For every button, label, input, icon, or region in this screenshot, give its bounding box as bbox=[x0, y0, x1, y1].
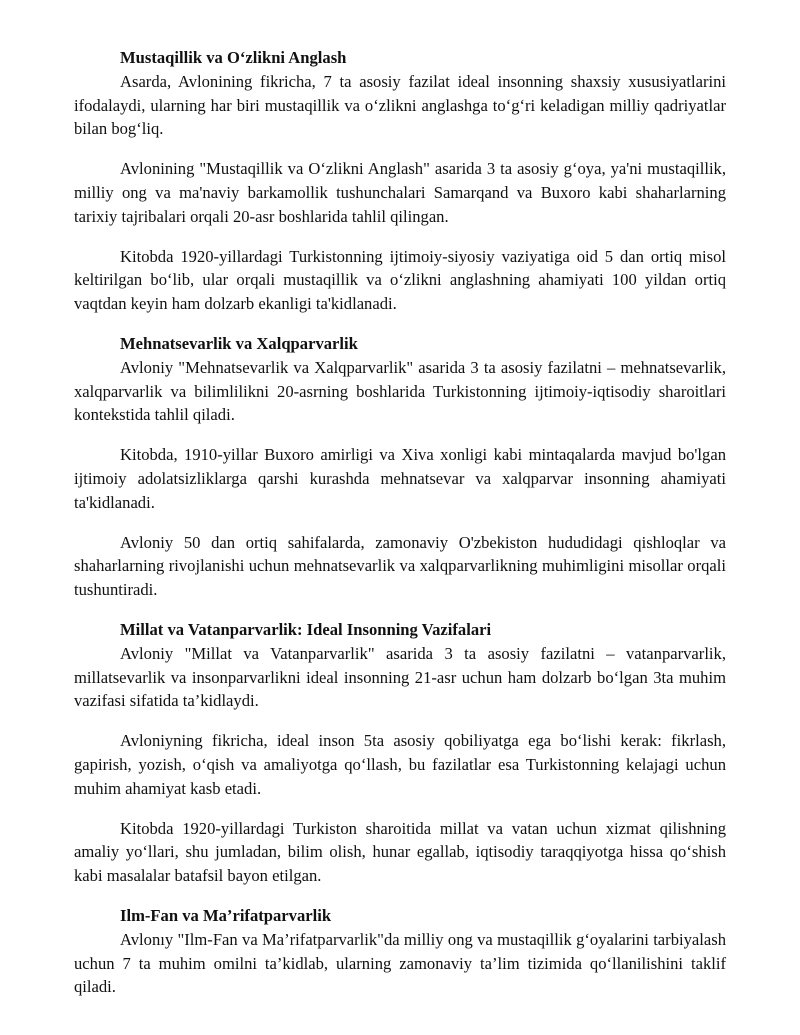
paragraph: Asarda, Avlonining fikricha, 7 ta asosiy fazilat ideal insonning shaxsiy xususiyatlarini ifodalaydi, ularning har biri mustaqillik va o‘zlikni anglashga to‘g‘ri keladigan milliy qadriyatlar bilan bog‘liq. bbox=[74, 71, 726, 139]
paragraph: Avloniy "Mehnatsevarlik va Xalqparvarlik" asarida 3 ta asosiy fazilatni – mehnatsevarlik, xalqparvarlik va bilimlilikni 20-asrning boshlarida Turkistonning ijtimoiy-iqtisodiy sharoitlari kontekstida tahlil qiladi. bbox=[74, 357, 726, 425]
paragraph: Kitobda, 1910-yillar Buxoro amirligi va Xiva xonligi kabi mintaqalarda mavjud bo'lgan ijtimoiy adolatsizliklarga qarshi kurashda mehnatsevar va xalqparvar insonning ahamiyati ta'kidlanadi. bbox=[74, 445, 726, 512]
paragraph-gap bbox=[74, 229, 726, 245]
paragraph-gap bbox=[74, 713, 726, 729]
section-heading: Mehnatsevarlik va Xalqparvarlik bbox=[120, 333, 358, 353]
paragraph: Avloniy 50 dan ortiq sahifalarda, zamonaviy O'zbekiston hududidagi qishloqlar va shaharlarning rivojlanishi uchun mehnatsevarlik va xalqparvarlikning muhimligini misollar orqali tushuntiradi. bbox=[74, 532, 726, 600]
section-gap bbox=[74, 602, 726, 618]
paragraph-gap bbox=[74, 141, 726, 157]
section-gap bbox=[74, 888, 726, 904]
paragraph-gap bbox=[74, 515, 726, 531]
section-heading: Mustaqillik va O‘zlikni Anglash bbox=[120, 48, 347, 67]
document-page bbox=[74, 46, 726, 999]
section-gap bbox=[74, 316, 726, 332]
paragraph: Avloniy "Millat va Vatanparvarlik" asarida 3 ta asosiy fazilatni – vatanparvarlik, millatsevarlik va insonparvarlikni ideal insonning 21-asr uchun ham dolzarb bo‘lgan 3ta muhim vazifasi sifatida ta’kidlaydi. bbox=[74, 643, 726, 711]
paragraph: Avlonining "Mustaqillik va O‘zlikni Anglash" asarida 3 ta asosiy g‘oya, ya'ni mustaqillik, milliy ong va ma'naviy barkamollik tushunchalari Samarqand va Buxoro kabi shaharlarning tarixiy tajribalari orqali 20-asr boshlarida tahlil qilingan. bbox=[74, 159, 726, 226]
paragraph: Kitobda 1920-yillardagi Turkiston sharoitida millat va vatan uchun xizmat qilishning amaliy yo‘llari, shu jumladan, bilim olish, hunar egallab, iqtisodiy taraqqiyotga hissa qo‘shish kabi masalalar batafsil bayon etilgan. bbox=[74, 818, 726, 886]
paragraph: Avloniyning fikricha, ideal inson 5ta asosiy qobiliyatga ega bo‘lishi kerak: fikrlash, gapirish, yozish, o‘qish va amaliyotga qo‘llash, bu fazilatlar esa Turkistonning kelajagi uchun muhim ahamiyat kasb etadi. bbox=[74, 731, 726, 798]
paragraph: Avlonıy "Ilm-Fan va Ma’rifatparvarlik"da milliy ong va mustaqillik g‘oyalarini tarbiyalash uchun 7 ta muhim omilni ta’kidlab, ularning zamonaviy ta’lim tizimida qo‘llanilishini taklif qiladi. bbox=[74, 929, 726, 997]
paragraph-gap bbox=[74, 801, 726, 817]
paragraph-gap bbox=[74, 427, 726, 443]
section-heading: Millat va Vatanparvarlik: Ideal Insonning Vazifalari bbox=[120, 619, 492, 639]
paragraph: Kitobda 1920-yillardagi Turkistonning ijtimoiy-siyosiy vaziyatiga oid 5 dan ortiq misol keltirilgan bo‘lib, ular orqali mustaqillik va o‘zlikni anglashning ahamiyati 100 yildan ortiq vaqtdan keyin ham dolzarb ekanligi ta'kidlanadi. bbox=[74, 246, 726, 314]
section-heading: Ilm-Fan va Ma’rifatparvarlik bbox=[120, 905, 332, 925]
